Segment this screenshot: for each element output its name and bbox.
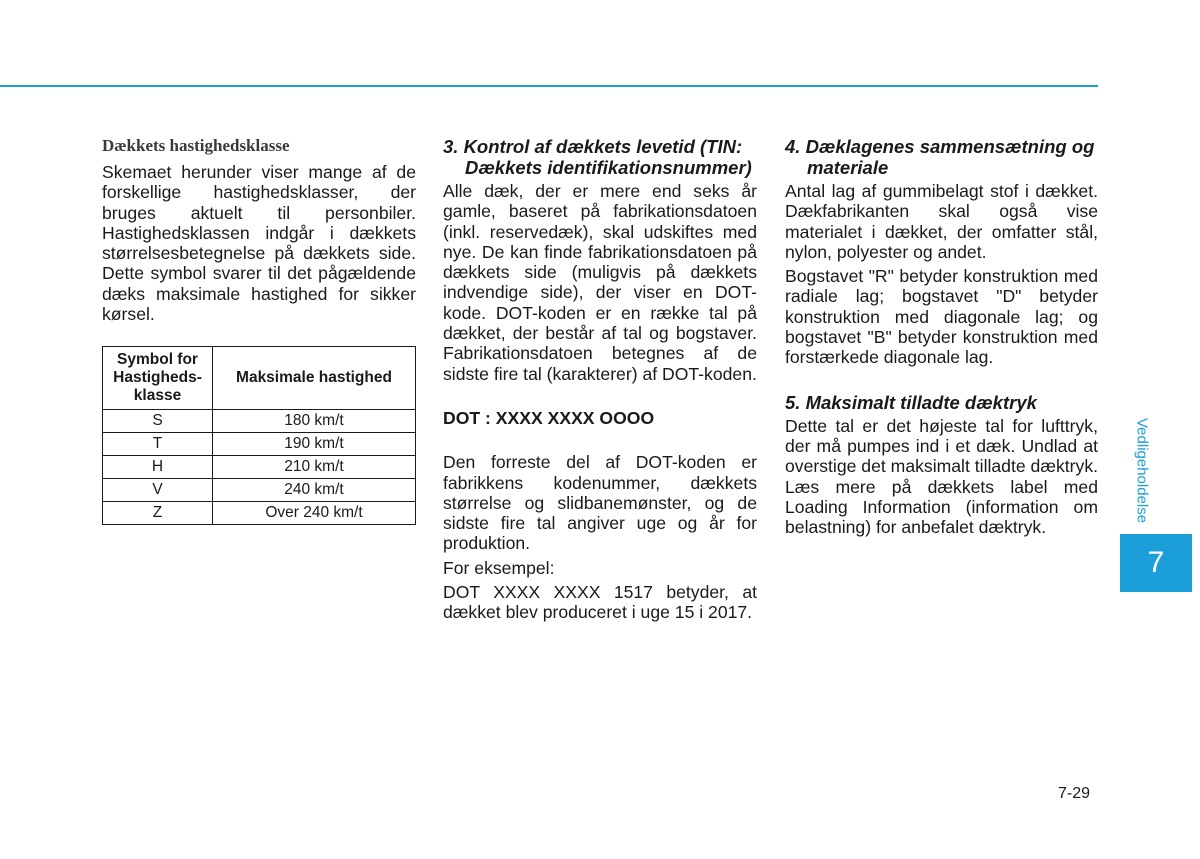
ply-composition-paragraph: Antal lag af gummibelagt stof i dækket. Dækfabrikanten skal også vise materialet i dækket, der omfatter stål, nylon, polyester og andet. [785,181,1098,262]
speed-class-paragraph: Skemaet herunder viser mange af de forskellige hastighedsklasser, der bruges aktuelt til personbiler. Hastighedsklassen indgår i dækkets størrelsesbetegnelse på dækkets side. Dette symbol svarer til det pågældende dæks maksimale hastighed for sikker kørsel. [102,162,416,325]
table-row [103,479,416,502]
example-paragraph: DOT XXXX XXXX 1517 betyder, at dækket blev produceret i uge 15 i 2017. [443,582,757,623]
table-cell-speed: 210 km/t [213,456,416,479]
tire-age-paragraph: Alle dæk, der er mere end seks år gamle, baseret på fabrikationsdatoen (inkl. reservedæk), skal udskiftes med nye. De kan finde fabrikationsdatoen på dækkets side (muligvis på dækkets indvendige side), der viser en DOT-kode. DOT-koden er en række tal på dækket, der består af tal og bogstaver. Fabrikationsdatoen betegnes af de sidste fire tal (karakterer) af DOT-koden. [443,181,757,384]
table-row [103,410,416,433]
section-side-label: Vedligeholdelse [1133,418,1151,524]
table-row [103,433,416,456]
column-speed-class [102,136,416,525]
table-cell-symbol: T [103,433,213,456]
tire-age-heading: 3. Kontrol af dækkets levetid (TIN: Dækkets identifikationsnummer) [443,136,752,178]
table-cell-speed: 240 km/t [213,479,416,502]
table-cell-speed: 180 km/t [213,410,416,433]
table-header-symbol: Symbol for Hastigheds-klasse [103,347,213,410]
speed-class-table [102,346,416,525]
table-cell-symbol: H [103,456,213,479]
speed-class-heading: Dækkets hastighedsklasse [102,136,290,155]
ply-composition-heading: 4. Dæklagenes sammensætning og materiale [785,136,1095,178]
example-label: For eksempel: [443,557,555,578]
table-header-row [103,347,416,410]
column-ply-composition [785,136,1098,537]
chapter-tab: 7 [1120,534,1192,592]
dot-code-example: DOT : XXXX XXXX OOOO [443,407,655,428]
ply-letters-paragraph: Bogstavet "R" betyder konstruktion med radiale lag; bogstavet "D" betyder konstruktion med diagonale lag; og bogstavet "B" betyder konstruktion med forstærkede diagonale lag. [785,266,1098,368]
table-cell-speed: Over 240 km/t [213,502,416,525]
dot-code-paragraph: Den forreste del af DOT-koden er fabrikkens kodenummer, dækkets størrelse og slidbanemønster, og de sidste fire tal angiver uge og år for produktion. [443,452,757,554]
table-cell-symbol: S [103,410,213,433]
table-row [103,502,416,525]
column-tire-age [443,136,757,623]
table-cell-speed: 190 km/t [213,433,416,456]
header-rule [0,85,1098,87]
max-pressure-heading: 5. Maksimalt tilladte dæktryk [785,391,1037,413]
page-number: 7-29 [1058,785,1091,802]
max-pressure-paragraph: Dette tal er det højeste tal for lufttryk, der må pumpes ind i et dæk. Undlad at overstige det maksimalt tilladte dæktryk. Læs mere på dækkets label med Loading Information (information om belastning) for anbefalet dæktryk. [785,415,1098,538]
table-cell-symbol: V [103,479,213,502]
table-cell-symbol: Z [103,502,213,525]
table-row [103,456,416,479]
table-header-max-speed: Maksimale hastighed [213,347,416,410]
